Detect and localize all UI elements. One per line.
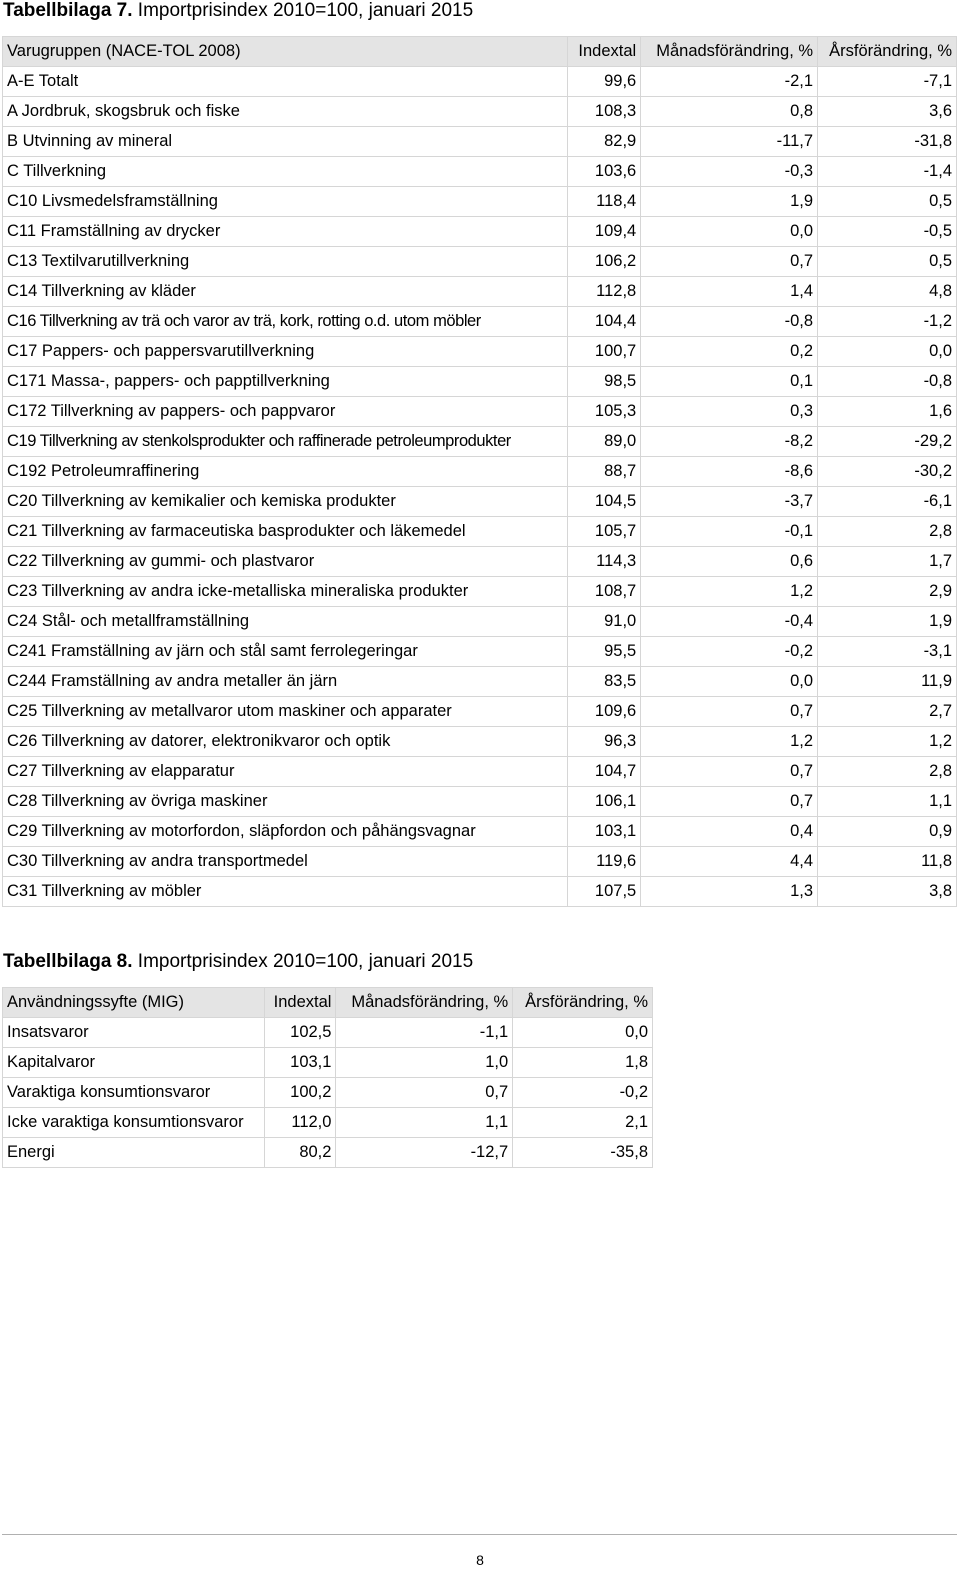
index-value: 105,3 [568, 397, 641, 427]
row-label: C13 Textilvarutillverkning [3, 247, 568, 277]
index-value: 104,5 [568, 487, 641, 517]
table-row [3, 1078, 653, 1108]
monthly-change-value: -8,2 [641, 427, 818, 457]
index-value: 118,4 [568, 187, 641, 217]
annual-change-value: -0,5 [818, 217, 957, 247]
annual-change-value: 3,8 [818, 877, 957, 907]
table-8-title-label: Tabellbilaga 8. [3, 951, 133, 972]
annual-change-value: 0,5 [818, 187, 957, 217]
index-value: 91,0 [568, 607, 641, 637]
table-7-title [3, 0, 473, 22]
index-value: 83,5 [568, 667, 641, 697]
table-row [3, 457, 957, 487]
row-label: C Tillverkning [3, 157, 568, 187]
annual-change-value: 0,0 [513, 1018, 653, 1048]
index-value: 104,4 [568, 307, 641, 337]
index-value: 112,8 [568, 277, 641, 307]
table-8 [2, 987, 653, 1168]
row-label: C27 Tillverkning av elapparatur [3, 757, 568, 787]
monthly-change-value: 0,2 [641, 337, 818, 367]
table-8-body [3, 1018, 653, 1168]
monthly-change-value: 0,3 [641, 397, 818, 427]
monthly-change-value: 1,2 [641, 727, 818, 757]
row-label: Insatsvaror [3, 1018, 265, 1048]
monthly-change-value: 0,0 [641, 667, 818, 697]
row-label: B Utvinning av mineral [3, 127, 568, 157]
row-label: C23 Tillverkning av andra icke-metalliska mineraliska produkter [3, 577, 568, 607]
table-row [3, 847, 957, 877]
monthly-change-value: 1,9 [641, 187, 818, 217]
index-value: 106,1 [568, 787, 641, 817]
annual-change-value: 2,7 [818, 697, 957, 727]
row-label: A-E Totalt [3, 67, 568, 97]
table-row [3, 157, 957, 187]
annual-change-value: -31,8 [818, 127, 957, 157]
annual-change-value: -0,2 [513, 1078, 653, 1108]
page-number: 8 [476, 1552, 484, 1568]
annual-change-value: -6,1 [818, 487, 957, 517]
table-row [3, 247, 957, 277]
row-label: C28 Tillverkning av övriga maskiner [3, 787, 568, 817]
table-row [3, 877, 957, 907]
table-row [3, 607, 957, 637]
monthly-change-value: 1,1 [336, 1108, 513, 1138]
table-row [3, 367, 957, 397]
table-row [3, 1018, 653, 1048]
index-value: 112,0 [264, 1108, 336, 1138]
annual-change-value: 0,9 [818, 817, 957, 847]
table-row [3, 307, 957, 337]
index-value: 104,7 [568, 757, 641, 787]
row-label: C14 Tillverkning av kläder [3, 277, 568, 307]
table-row [3, 187, 957, 217]
table-row [3, 217, 957, 247]
annual-change-value: -7,1 [818, 67, 957, 97]
table-row [3, 97, 957, 127]
index-value: 106,2 [568, 247, 641, 277]
table-row [3, 817, 957, 847]
annual-change-value: 1,2 [818, 727, 957, 757]
table-7-body [3, 67, 957, 907]
annual-change-value: -3,1 [818, 637, 957, 667]
table-row [3, 637, 957, 667]
table-8-title [3, 951, 473, 973]
monthly-change-value: 4,4 [641, 847, 818, 877]
annual-change-value: 1,6 [818, 397, 957, 427]
annual-change-value: 4,8 [818, 277, 957, 307]
row-label: C25 Tillverkning av metallvaror utom maskiner och apparater [3, 697, 568, 727]
table-row [3, 397, 957, 427]
monthly-change-value: -11,7 [641, 127, 818, 157]
table-7-header-row [3, 37, 957, 67]
monthly-change-value: -8,6 [641, 457, 818, 487]
annual-change-value: 11,8 [818, 847, 957, 877]
table-row [3, 127, 957, 157]
row-label: Icke varaktiga konsumtionsvaror [3, 1108, 265, 1138]
table-row [3, 727, 957, 757]
index-value: 114,3 [568, 547, 641, 577]
row-label: C172 Tillverkning av pappers- och pappvaror [3, 397, 568, 427]
index-value: 119,6 [568, 847, 641, 877]
monthly-change-value: 1,3 [641, 877, 818, 907]
annual-change-value: 3,6 [818, 97, 957, 127]
row-label: C16 Tillverkning av trä och varor av trä, kork, rotting o.d. utom möbler [3, 307, 568, 337]
index-value: 108,3 [568, 97, 641, 127]
row-label: C30 Tillverkning av andra transportmedel [3, 847, 568, 877]
annual-change-value: 2,8 [818, 757, 957, 787]
index-value: 100,7 [568, 337, 641, 367]
monthly-change-value: -0,8 [641, 307, 818, 337]
row-label: C192 Petroleumraffinering [3, 457, 568, 487]
col-header-annual-change: Årsförändring, % [513, 988, 653, 1018]
col-header-group: Varugruppen (NACE-TOL 2008) [3, 37, 568, 67]
table-row [3, 277, 957, 307]
table-row [3, 1138, 653, 1168]
table-row [3, 1108, 653, 1138]
annual-change-value: -29,2 [818, 427, 957, 457]
row-label: C241 Framställning av järn och stål samt ferrolegeringar [3, 637, 568, 667]
table-8-title-text: Importprisindex 2010=100, januari 2015 [132, 951, 474, 972]
col-header-index: Indextal [568, 37, 641, 67]
table-8-header-row [3, 988, 653, 1018]
annual-change-value: 2,1 [513, 1108, 653, 1138]
row-label: C26 Tillverkning av datorer, elektronikvaror och optik [3, 727, 568, 757]
index-value: 109,4 [568, 217, 641, 247]
row-label: A Jordbruk, skogsbruk och fiske [3, 97, 568, 127]
row-label: C19 Tillverkning av stenkolsprodukter och raffinerade petroleumprodukter [3, 427, 568, 457]
table-row [3, 577, 957, 607]
index-value: 96,3 [568, 727, 641, 757]
row-label: C22 Tillverkning av gummi- och plastvaror [3, 547, 568, 577]
monthly-change-value: 1,4 [641, 277, 818, 307]
index-value: 105,7 [568, 517, 641, 547]
row-label: Energi [3, 1138, 265, 1168]
annual-change-value: -30,2 [818, 457, 957, 487]
index-value: 95,5 [568, 637, 641, 667]
annual-change-value: 11,9 [818, 667, 957, 697]
monthly-change-value: -1,1 [336, 1018, 513, 1048]
index-value: 102,5 [264, 1018, 336, 1048]
annual-change-value: -1,4 [818, 157, 957, 187]
monthly-change-value: -0,4 [641, 607, 818, 637]
annual-change-value: 1,8 [513, 1048, 653, 1078]
index-value: 88,7 [568, 457, 641, 487]
index-value: 107,5 [568, 877, 641, 907]
monthly-change-value: 1,2 [641, 577, 818, 607]
row-label: C17 Pappers- och pappersvarutillverkning [3, 337, 568, 367]
monthly-change-value: 0,4 [641, 817, 818, 847]
index-value: 82,9 [568, 127, 641, 157]
annual-change-value: 1,7 [818, 547, 957, 577]
table-row [3, 667, 957, 697]
table-row [3, 547, 957, 577]
col-header-monthly-change: Månadsförändring, % [641, 37, 818, 67]
index-value: 108,7 [568, 577, 641, 607]
annual-change-value: 0,5 [818, 247, 957, 277]
index-value: 98,5 [568, 367, 641, 397]
row-label: C29 Tillverkning av motorfordon, släpfordon och påhängsvagnar [3, 817, 568, 847]
table-row [3, 787, 957, 817]
index-value: 100,2 [264, 1078, 336, 1108]
monthly-change-value: 0,7 [641, 697, 818, 727]
row-label: C171 Massa-, pappers- och papptillverkning [3, 367, 568, 397]
monthly-change-value: 0,0 [641, 217, 818, 247]
monthly-change-value: -0,2 [641, 637, 818, 667]
row-label: C11 Framställning av drycker [3, 217, 568, 247]
row-label: C20 Tillverkning av kemikalier och kemiska produkter [3, 487, 568, 517]
monthly-change-value: 0,1 [641, 367, 818, 397]
monthly-change-value: 0,7 [641, 757, 818, 787]
monthly-change-value: -3,7 [641, 487, 818, 517]
index-value: 103,1 [264, 1048, 336, 1078]
annual-change-value: -1,2 [818, 307, 957, 337]
row-label: C244 Framställning av andra metaller än järn [3, 667, 568, 697]
annual-change-value: 1,1 [818, 787, 957, 817]
row-label: C24 Stål- och metallframställning [3, 607, 568, 637]
monthly-change-value: 0,6 [641, 547, 818, 577]
monthly-change-value: 1,0 [336, 1048, 513, 1078]
col-header-index: Indextal [264, 988, 336, 1018]
monthly-change-value: -0,3 [641, 157, 818, 187]
table-row [3, 517, 957, 547]
annual-change-value: 2,8 [818, 517, 957, 547]
annual-change-value: 2,9 [818, 577, 957, 607]
monthly-change-value: 0,7 [336, 1078, 513, 1108]
table-7-title-label: Tabellbilaga 7. [3, 0, 133, 21]
table-row [3, 697, 957, 727]
index-value: 99,6 [568, 67, 641, 97]
col-header-usage: Användningssyfte (MIG) [3, 988, 265, 1018]
index-value: 89,0 [568, 427, 641, 457]
table-7 [2, 36, 957, 907]
index-value: 103,6 [568, 157, 641, 187]
row-label: C10 Livsmedelsframställning [3, 187, 568, 217]
table-row [3, 427, 957, 457]
monthly-change-value: 0,8 [641, 97, 818, 127]
monthly-change-value: -0,1 [641, 517, 818, 547]
annual-change-value: -0,8 [818, 367, 957, 397]
monthly-change-value: 0,7 [641, 247, 818, 277]
row-label: Varaktiga konsumtionsvaror [3, 1078, 265, 1108]
table-row [3, 1048, 653, 1078]
table-7-title-text: Importprisindex 2010=100, januari 2015 [132, 0, 474, 21]
col-header-monthly-change: Månadsförändring, % [336, 988, 513, 1018]
table-row [3, 487, 957, 517]
annual-change-value: -35,8 [513, 1138, 653, 1168]
row-label: Kapitalvaror [3, 1048, 265, 1078]
row-label: C21 Tillverkning av farmaceutiska basprodukter och läkemedel [3, 517, 568, 547]
index-value: 103,1 [568, 817, 641, 847]
footer-divider [2, 1534, 957, 1535]
annual-change-value: 0,0 [818, 337, 957, 367]
index-value: 80,2 [264, 1138, 336, 1168]
table-row [3, 337, 957, 367]
row-label: C31 Tillverkning av möbler [3, 877, 568, 907]
table-row [3, 67, 957, 97]
monthly-change-value: 0,7 [641, 787, 818, 817]
col-header-annual-change: Årsförändring, % [818, 37, 957, 67]
table-row [3, 757, 957, 787]
index-value: 109,6 [568, 697, 641, 727]
monthly-change-value: -12,7 [336, 1138, 513, 1168]
annual-change-value: 1,9 [818, 607, 957, 637]
monthly-change-value: -2,1 [641, 67, 818, 97]
